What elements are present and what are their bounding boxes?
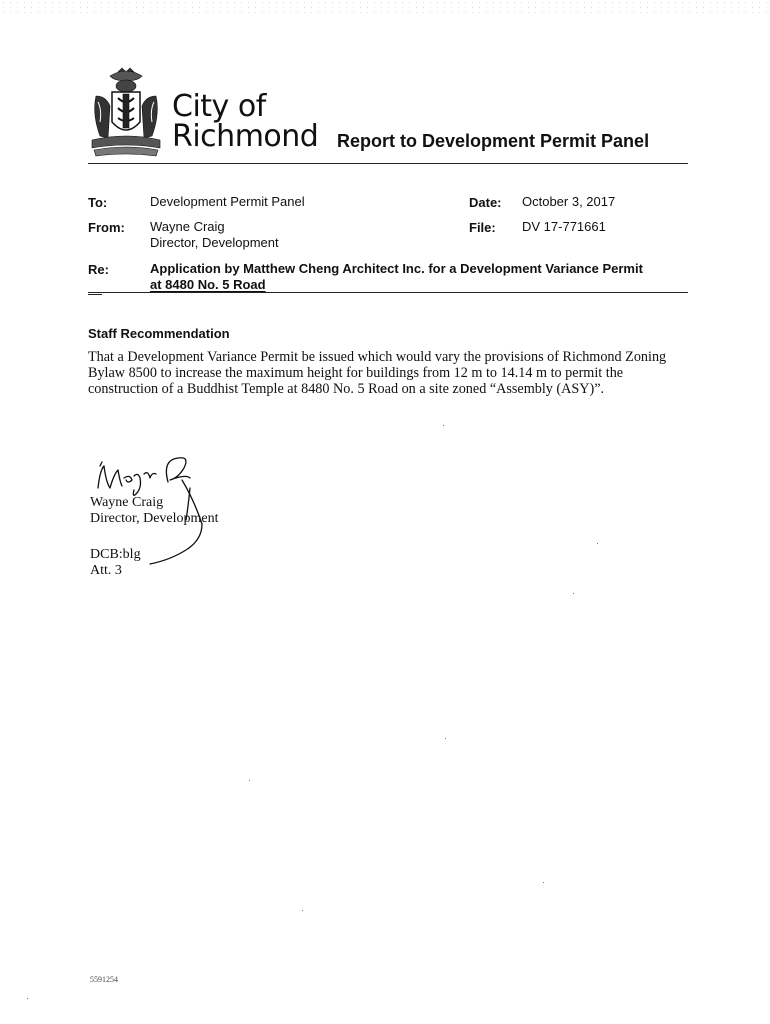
- scan-dot: [597, 543, 598, 544]
- file-value: DV 17-771661: [522, 219, 606, 234]
- re-label-underline: [88, 294, 102, 295]
- signatory-title: Director, Development: [90, 511, 219, 526]
- reference-initials: [90, 547, 141, 579]
- recommendation-text: That a Development Variance Permit be issued which would vary the provisions of Richmond Zoning Bylaw 8500 to increase the maximum height for buildings from 12 m to 14.14 m to permit the construction of a Buddhist Temple at 8480 No. 5 Road on a site zoned “Assembly (ASY)”.: [88, 349, 667, 397]
- city-crest-logo: [88, 66, 164, 162]
- signatory-block: [90, 495, 219, 527]
- scan-dot: [445, 738, 446, 739]
- typist-initials: DCB:blg: [90, 547, 141, 562]
- scan-noise: [0, 0, 770, 14]
- city-name-line1: City of: [172, 89, 266, 124]
- re-label: Re:: [88, 262, 109, 277]
- city-name-wordmark: [172, 89, 319, 154]
- scan-dot: [27, 998, 28, 999]
- to-value: Development Permit Panel: [150, 194, 305, 209]
- from-name: Wayne Craig: [150, 219, 225, 234]
- re-subject-line2: at 8480 No. 5 Road: [150, 277, 266, 292]
- from-title: Director, Development: [150, 235, 279, 250]
- attachment-count: Att. 3: [90, 563, 122, 578]
- scan-dot: [249, 780, 250, 781]
- re-subject: [150, 261, 690, 293]
- from-label: From:: [88, 220, 125, 235]
- document-number: 5591254: [90, 975, 118, 984]
- scan-dot: [573, 593, 574, 594]
- date-label: Date:: [469, 195, 502, 210]
- report-title: Report to Development Permit Panel: [337, 131, 650, 151]
- signatory-name: Wayne Craig: [90, 495, 164, 510]
- staff-recommendation-heading: Staff Recommendation: [88, 326, 230, 341]
- scan-dot: [543, 882, 544, 883]
- re-subject-line1: Application by Matthew Cheng Architect Inc. for a Development Variance Permit: [150, 261, 643, 276]
- header-divider: [88, 163, 688, 164]
- scan-dot: [302, 910, 303, 911]
- to-label: To:: [88, 195, 108, 210]
- city-name-line2: Richmond: [172, 119, 319, 154]
- scan-dot: [443, 425, 444, 426]
- date-value: October 3, 2017: [522, 194, 616, 209]
- re-divider: [88, 292, 688, 293]
- file-label: File:: [469, 220, 496, 235]
